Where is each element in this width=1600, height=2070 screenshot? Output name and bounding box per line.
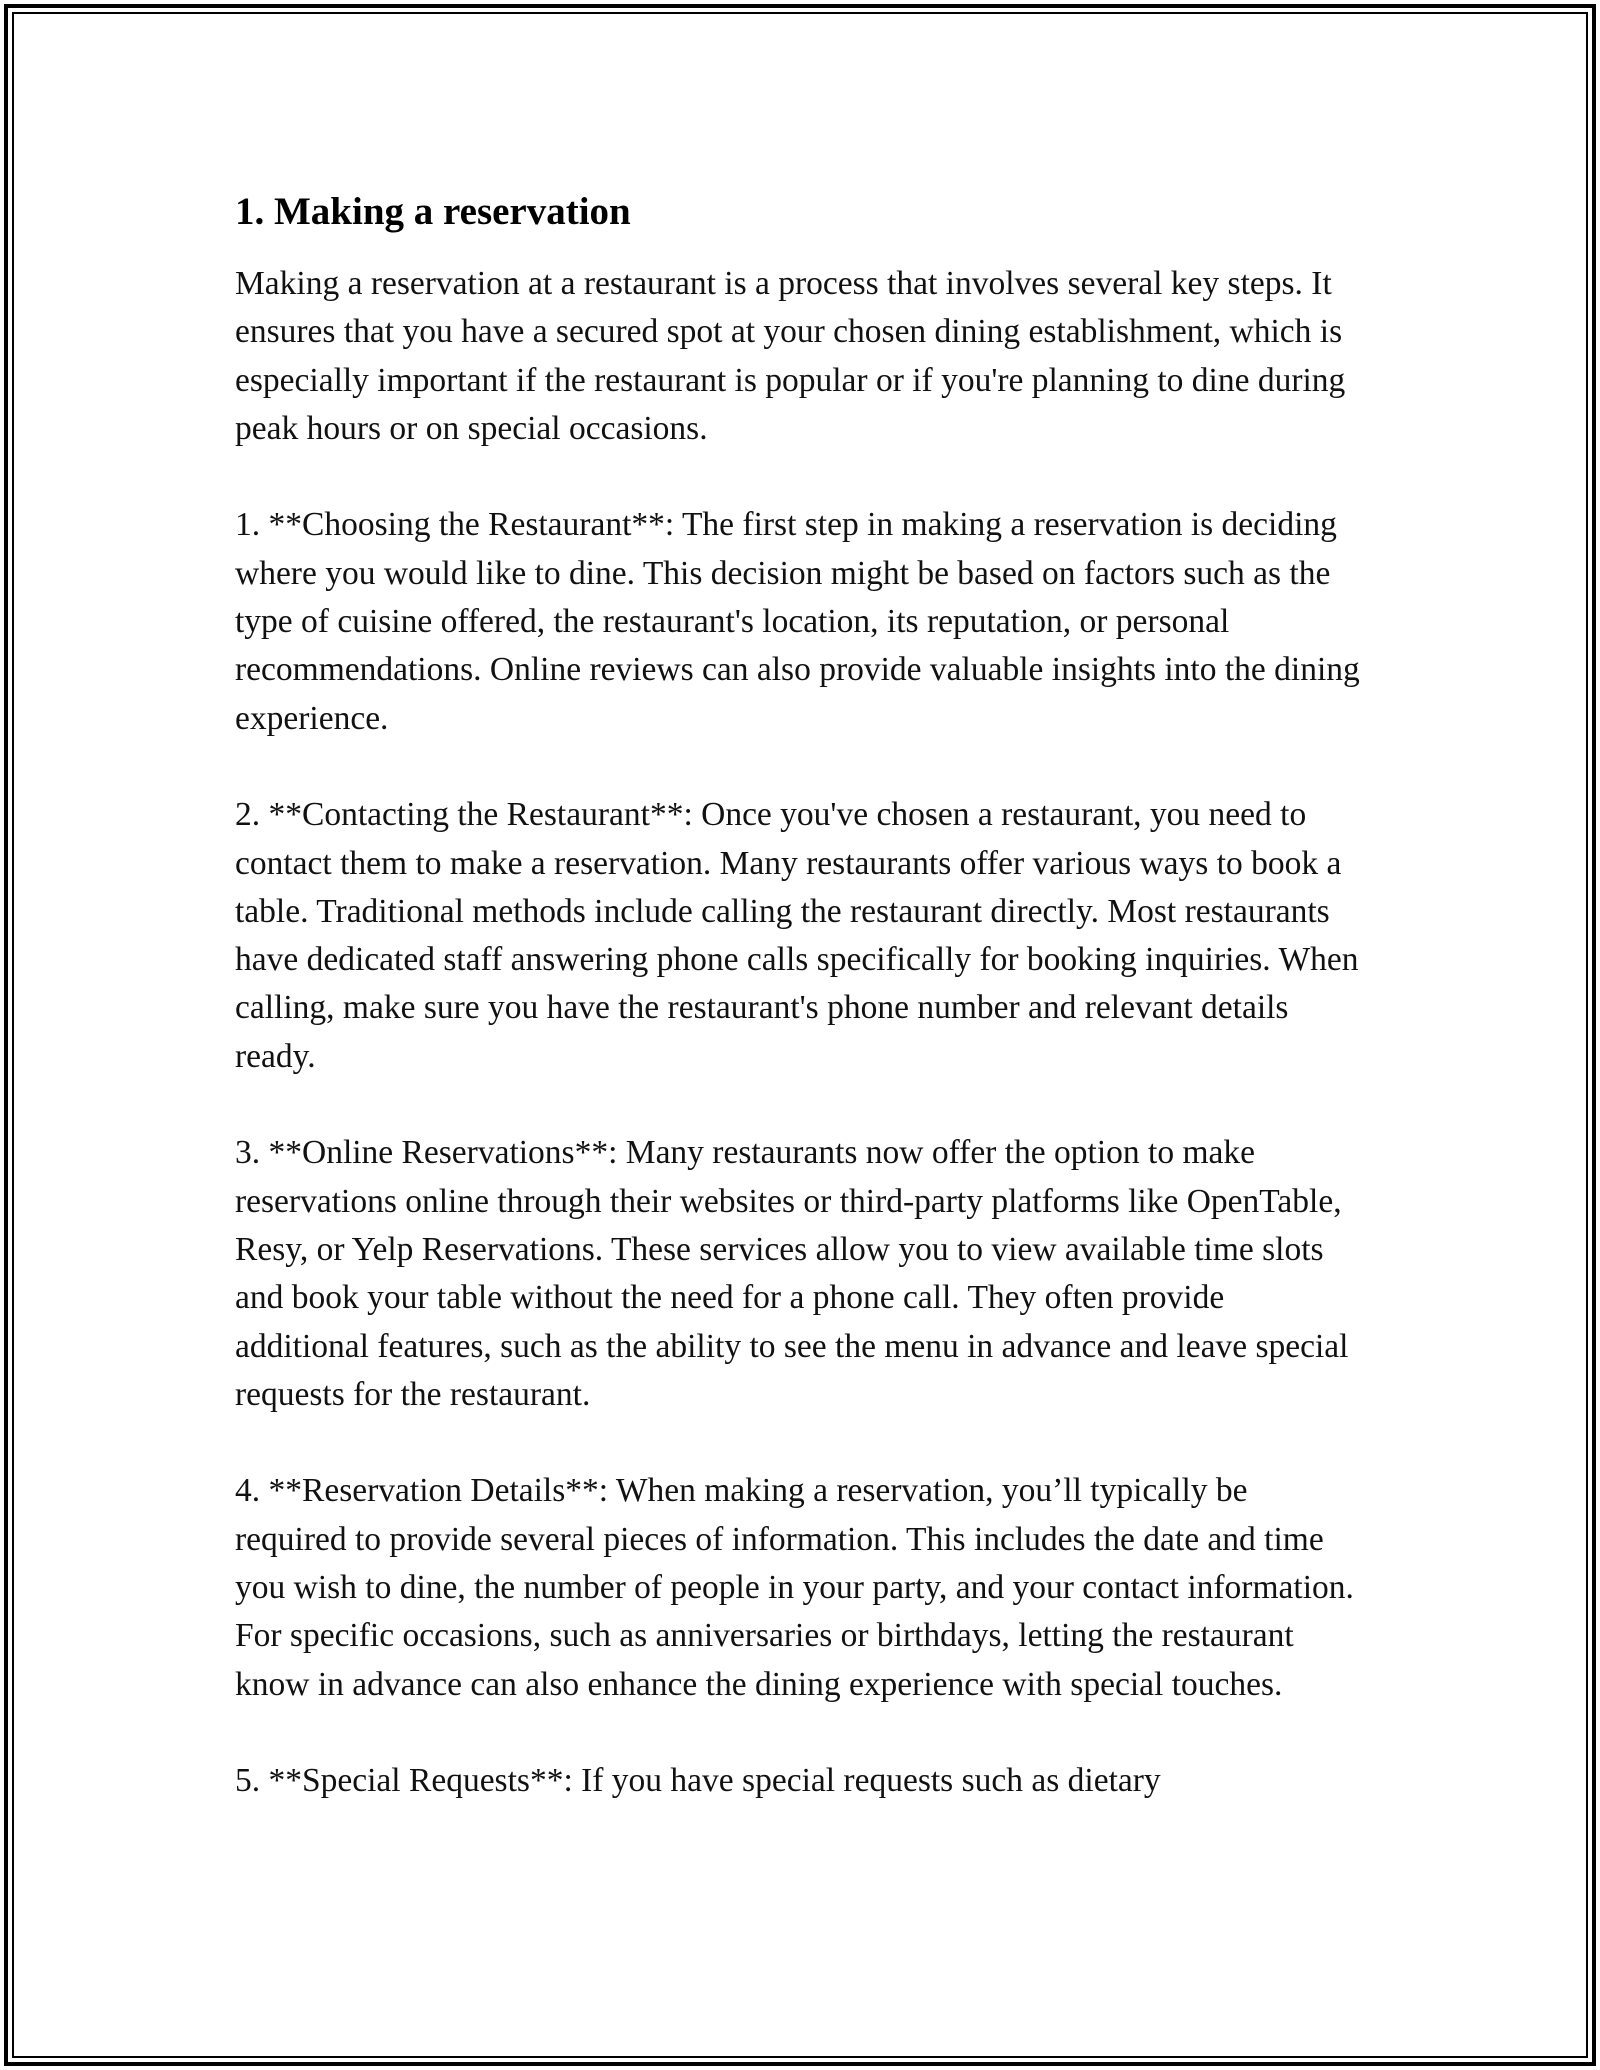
step-reservation-details: 4. **Reservation Details**: When making a reservation, you’ll typically be required to provide several pieces of information. This includes the date and time you wish to dine, the number of people in your party, and your contact information. For specific occasions, such as anniversaries or birthdays, letting the restaurant know in advance can also enhance the dining experience with special touches.	[235, 1472, 1354, 1703]
step-contacting-restaurant: 2. **Contacting the Restaurant**: Once you've chosen a restaurant, you need to contact them to make a reservation. Many restaurants offer various ways to book a table. Traditional methods include calling the restaurant directly. Most restaurants have dedicated staff answering phone calls specifically for booking inquiries. When calling, make sure you have the restaurant's phone number and relevant details ready.	[235, 796, 1359, 1075]
document-body	[235, 186, 1365, 1854]
step-choosing-restaurant: 1. **Choosing the Restaurant**: The first step in making a reservation is deciding where you would like to dine. This decision might be based on factors such as the type of cuisine offered, the restaurant's location, its reputation, or personal recommendations. Online reviews can also provide valuable insights into the dining experience.	[235, 506, 1360, 737]
section-heading: 1. Making a reservation	[235, 190, 631, 233]
step-online-reservations: 3. **Online Reservations**: Many restaurants now offer the option to make reservations online through their websites or third-party platforms like OpenTable, Resy, or Yelp Reservations. These services allow you to view available time slots and book your table without the need for a phone call. They often provide additional features, such as the ability to see the menu in advance and leave special requests for the restaurant.	[235, 1134, 1349, 1413]
intro-paragraph: Making a reservation at a restaurant is a process that involves several key steps. It ensures that you have a secured spot at your chosen dining establishment, which is especially important if the restaurant is popular or if you're planning to dine during peak hours or on special occasions.	[235, 265, 1346, 447]
step-special-requests: 5. **Special Requests**: If you have special requests such as dietary	[235, 1762, 1161, 1800]
